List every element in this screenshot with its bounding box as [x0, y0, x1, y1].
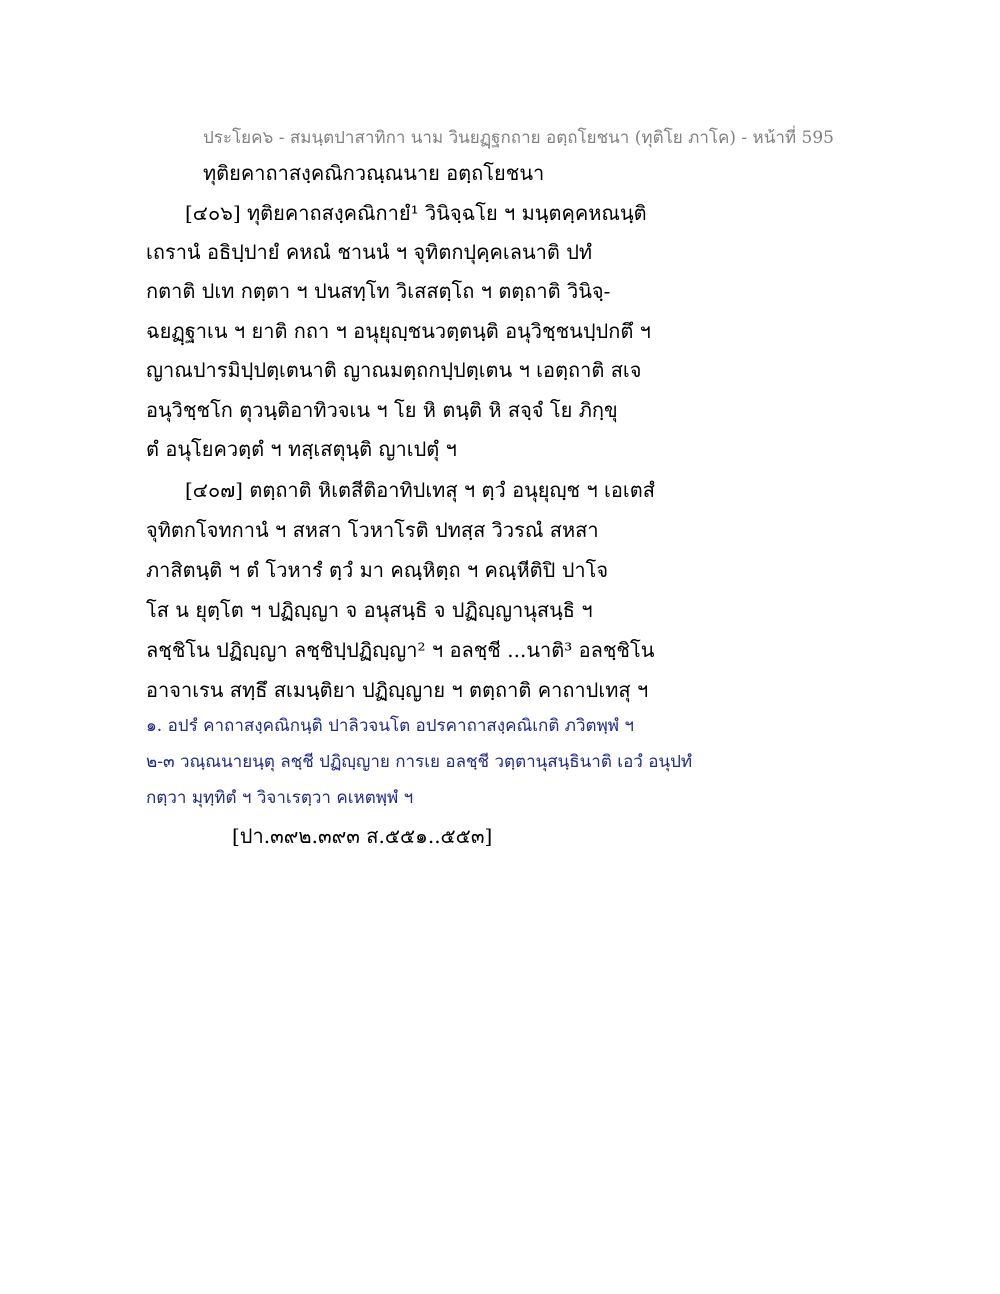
footnote: ๑. อปรํ คาถาสงฺคณิกนฺติ ปาลิวจนโต อปรคาถาสงฺคณิเกติ ภวิตพฺพํ ฯ	[146, 716, 634, 736]
body-line: [๔๐๗] ตตฺถาติ หิเตสีติอาทิปเทสุ ฯ ตฺวํ อนุยุญฺช ฯ เอเตสํ	[185, 478, 655, 502]
body-line: อาจาเรน สทฺธึ สเมนฺติยา ปฏิญฺญาย ฯ ตตฺถาติ คาถาปเทสุ ฯ	[146, 678, 649, 702]
page-header: ประโยค๖ - สมนฺตปาสาทิกา นาม วินยฏฺฐกถาย อตฺถโยชนา (ทุติโย ภาโค) - หน้าที่ 595	[203, 128, 834, 148]
body-line: จุทิตกโจทกานํ ฯ สหสา โวหาโรติ ปทสฺส วิวรณํ สหสา	[146, 518, 599, 542]
body-line: ตํ อนุโยควตฺตํ ฯ ทสฺเสตุนฺติ ญาเปตุํ ฯ	[146, 437, 457, 461]
body-line: ญาณปารมิปฺปตฺเตนาติ ญาณมตฺถกปฺปตฺเตน ฯ เอตฺถาติ สเจ	[146, 358, 642, 382]
body-line: ลชฺชิโน ปฏิญฺญา ลชฺชิปฺปฏิญฺญา² ฯ อลชฺชี ...นาติ³ อลชฺชิโน	[146, 638, 655, 662]
body-line: เถรานํ อธิปฺปายํ คหณํ ชานนํ ฯ จุทิตกปุคฺคเลนาติ ปทํ	[146, 240, 593, 264]
body-line: โส น ยุตฺโต ฯ ปฏิญฺญา จ อนุสนฺธิ จ ปฏิญฺญานุสนฺธิ ฯ	[146, 598, 593, 622]
body-line: อนุวิชฺชโก ตุวนฺติอาทิวจเน ฯ โย หิ ตนฺติ หิ สจฺจํ โย ภิกฺขุ	[146, 398, 618, 422]
footnote: กตฺวา มุทฺทิตํ ฯ วิจาเรตฺวา คเหตพฺพํ ฯ	[146, 788, 414, 808]
body-line: [๔๐๖] ทุติยคาถสงฺคณิกายํ¹ วินิจฺฉโย ฯ มนฺตคฺคหณนฺติ	[185, 201, 647, 225]
body-line: ภาสิตนฺติ ฯ ตํ โวหารํ ตฺวํ มา คณฺหิตฺถ ฯ คณฺหีติปิ ปาโจ	[146, 558, 609, 582]
section-heading: ทุติยคาถาสงฺคณิกวณฺณนาย อตฺถโยชนา	[203, 161, 545, 185]
body-line: ฉยฏฺฐาเน ฯ ยาติ กถา ฯ อนุยุญฺชนวตฺตนฺติ อนุวิชฺชนปฺปกตึ ฯ	[146, 319, 651, 343]
page-reference: [ปา.๓๙๒.๓๙๓ ส.๕๕๑..๕๕๓]	[232, 824, 493, 848]
footnote: ๒-๓ วณฺณนายนฺตุ ลชฺชี ปฏิญฺญาย การเย อลชฺชี วตฺตานุสนฺธินาติ เอวํ อนุปทํ	[146, 752, 693, 772]
body-line: กตาติ ปเท กตฺตา ฯ ปนสทฺโท วิเสสตฺโถ ฯ ตตฺถาติ วินิจฺ-	[146, 279, 611, 303]
